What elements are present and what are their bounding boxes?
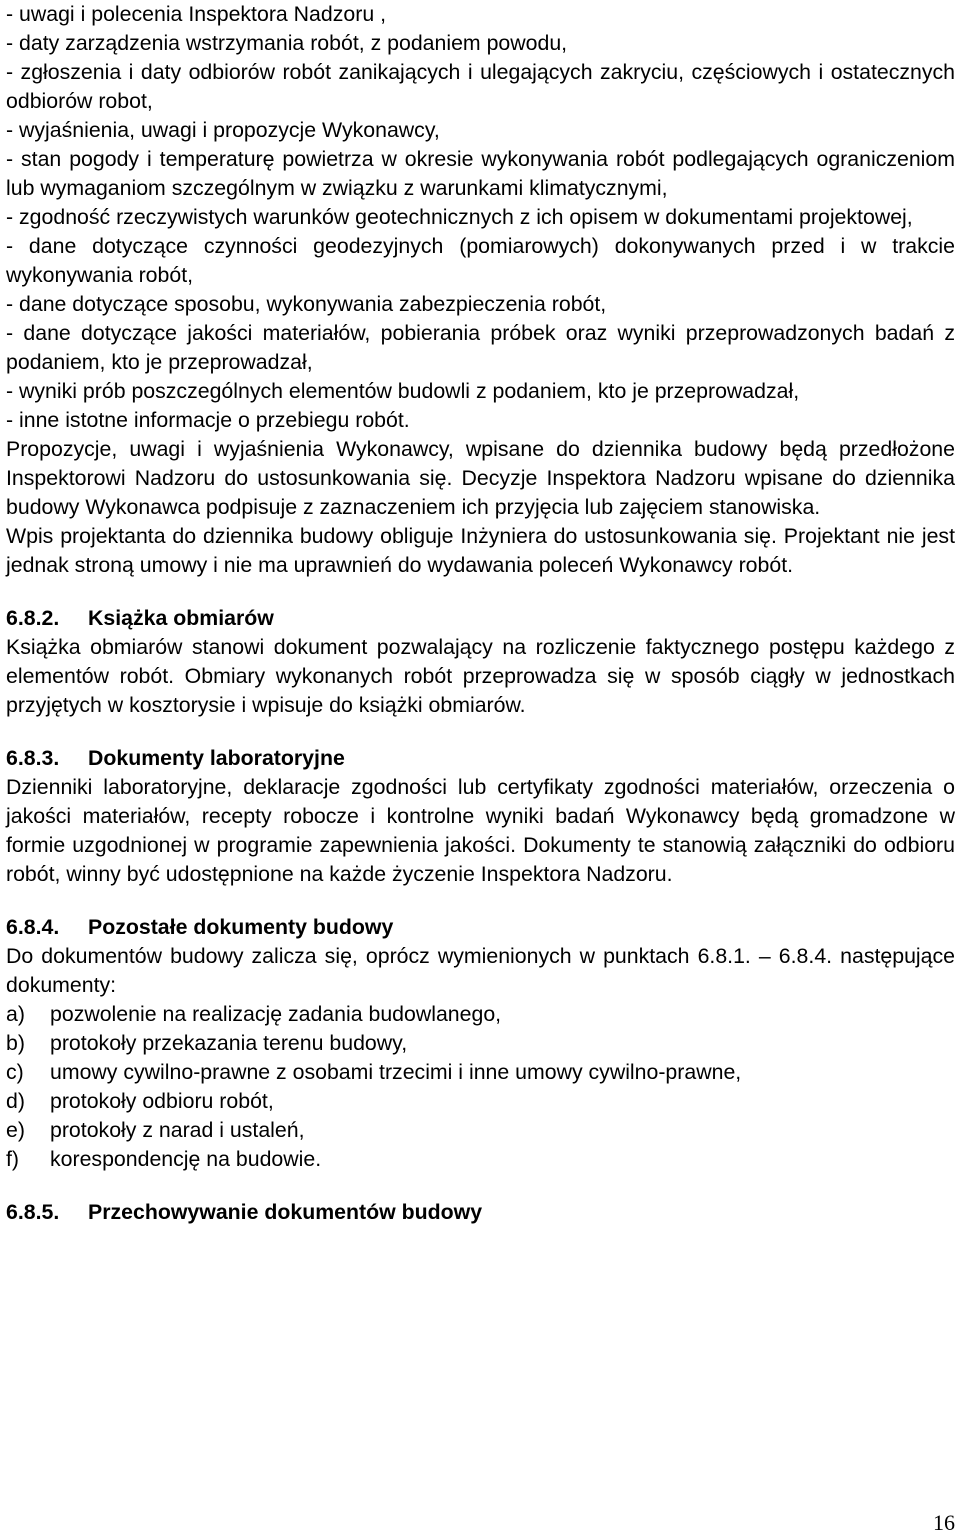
list-marker: e) [6, 1118, 25, 1142]
list-text: protokoły z narad i ustaleń, [50, 1118, 305, 1142]
list-text: pozwolenie na realizację zadania budowlanego, [50, 1002, 502, 1026]
list-item: - zgodność rzeczywistych warunków geotechnicznych z ich opisem w dokumentami projektowej, [6, 205, 913, 229]
document-page [6, 0, 955, 1227]
list-item [6, 1058, 955, 1087]
section-heading-684 [6, 913, 955, 942]
section-body-684: Do dokumentów budowy zalicza się, oprócz wymienionych w punktach 6.8.1. – 6.8.4. następujące dokumenty: [6, 944, 955, 997]
section-number: 6.8.3. [6, 746, 60, 770]
list-item: - wyjaśnienia, uwagi i propozycje Wykonawcy, [6, 118, 440, 142]
section-title: Książka obmiarów [88, 606, 274, 630]
list-item: - daty zarządzenia wstrzymania robót, z podaniem powodu, [6, 31, 568, 55]
list-item: - stan pogody i temperaturę powietrza w okresie wykonywania robót podlegających ograniczeniom lub wymaganiom szczególnym w związku z warunkami klimatycznymi, [6, 147, 955, 200]
list-item [6, 1000, 955, 1029]
list-item: - wyniki prób poszczególnych elementów budowli z podaniem, kto je przeprowadzał, [6, 379, 800, 403]
list-item: - zgłoszenia i daty odbiorów robót zanikających i ulegających zakryciu, częściowych i ostatecznych odbiorów robot, [6, 60, 955, 113]
section-heading-685 [6, 1198, 955, 1227]
section-number: 6.8.2. [6, 606, 60, 630]
section-body-683: Dzienniki laboratoryjne, deklaracje zgodności lub certyfikaty zgodności materiałów, orzeczenia o jakości materiałów, recepty robocze i kontrolne wyniki badań Wykonawcy będą gromadzone w formie uzgodnionej w programie zapewnienia jakości. Dokumenty te stanowią załączniki do odbioru robót, winny być udostępnione na każde życzenie Inspektora Nadzoru. [6, 775, 955, 886]
list-text: korespondencję na budowie. [50, 1147, 322, 1171]
section-title: Przechowywanie dokumentów budowy [88, 1200, 483, 1224]
section-title: Dokumenty laboratoryjne [88, 746, 345, 770]
paragraph-designer-entry: Wpis projektanta do dziennika budowy obliguje Inżyniera do ustosunkowania się. Projektant nie jest jednak stroną umowy i nie ma uprawnień do wydawania poleceń Wykonawcy robót. [6, 524, 955, 577]
list-item [6, 1145, 955, 1174]
list-marker: b) [6, 1031, 25, 1055]
section-body-682: Książka obmiarów stanowi dokument pozwalający na rozliczenie faktycznego postępu każdego z elementów robót. Obmiary wykonanych robót przeprowadza się w sposób ciągły w jednostkach przyjętych w kosztorysie i wpisuje do książki obmiarów. [6, 635, 955, 717]
list-marker: c) [6, 1060, 24, 1084]
paragraph-proposals: Propozycje, uwagi i wyjaśnienia Wykonawcy, wpisane do dziennika budowy będą przedłożone Inspektorowi Nadzoru do ustosunkowania się. Decyzje Inspektora Nadzoru wpisane do dziennika budowy Wykonawca podpisuje z zaznaczeniem ich przyjęcia lub zajęciem stanowiska. [6, 437, 955, 519]
list-item [6, 1087, 955, 1116]
list-item [6, 1029, 955, 1058]
list-item: - dane dotyczące czynności geodezyjnych (pomiarowych) dokonywanych przed i w trakcie wykonywania robót, [6, 234, 955, 287]
list-marker: a) [6, 1002, 25, 1026]
section-number: 6.8.4. [6, 915, 60, 939]
list-item: - dane dotyczące jakości materiałów, pobierania próbek oraz wyniki przeprowadzonych badań z podaniem, kto je przeprowadzał, [6, 321, 955, 374]
list-text: umowy cywilno-prawne z osobami trzecimi i inne umowy cywilno-prawne, [50, 1060, 742, 1084]
section-heading-683 [6, 744, 955, 773]
list-text: protokoły odbioru robót, [50, 1089, 274, 1113]
list-item: - uwagi i polecenia Inspektora Nadzoru , [6, 2, 387, 26]
section-heading-682 [6, 604, 955, 633]
list-text: protokoły przekazania terenu budowy, [50, 1031, 408, 1055]
alpha-list [6, 1000, 955, 1174]
list-item: - dane dotyczące sposobu, wykonywania zabezpieczenia robót, [6, 292, 607, 316]
top-bullet-list [6, 0, 955, 435]
section-number: 6.8.5. [6, 1200, 60, 1224]
list-item [6, 1116, 955, 1145]
section-title: Pozostałe dokumenty budowy [88, 915, 394, 939]
list-marker: f) [6, 1147, 20, 1171]
page-number: 16 [933, 1510, 955, 1535]
list-marker: d) [6, 1089, 25, 1113]
list-item: - inne istotne informacje o przebiegu robót. [6, 408, 410, 432]
